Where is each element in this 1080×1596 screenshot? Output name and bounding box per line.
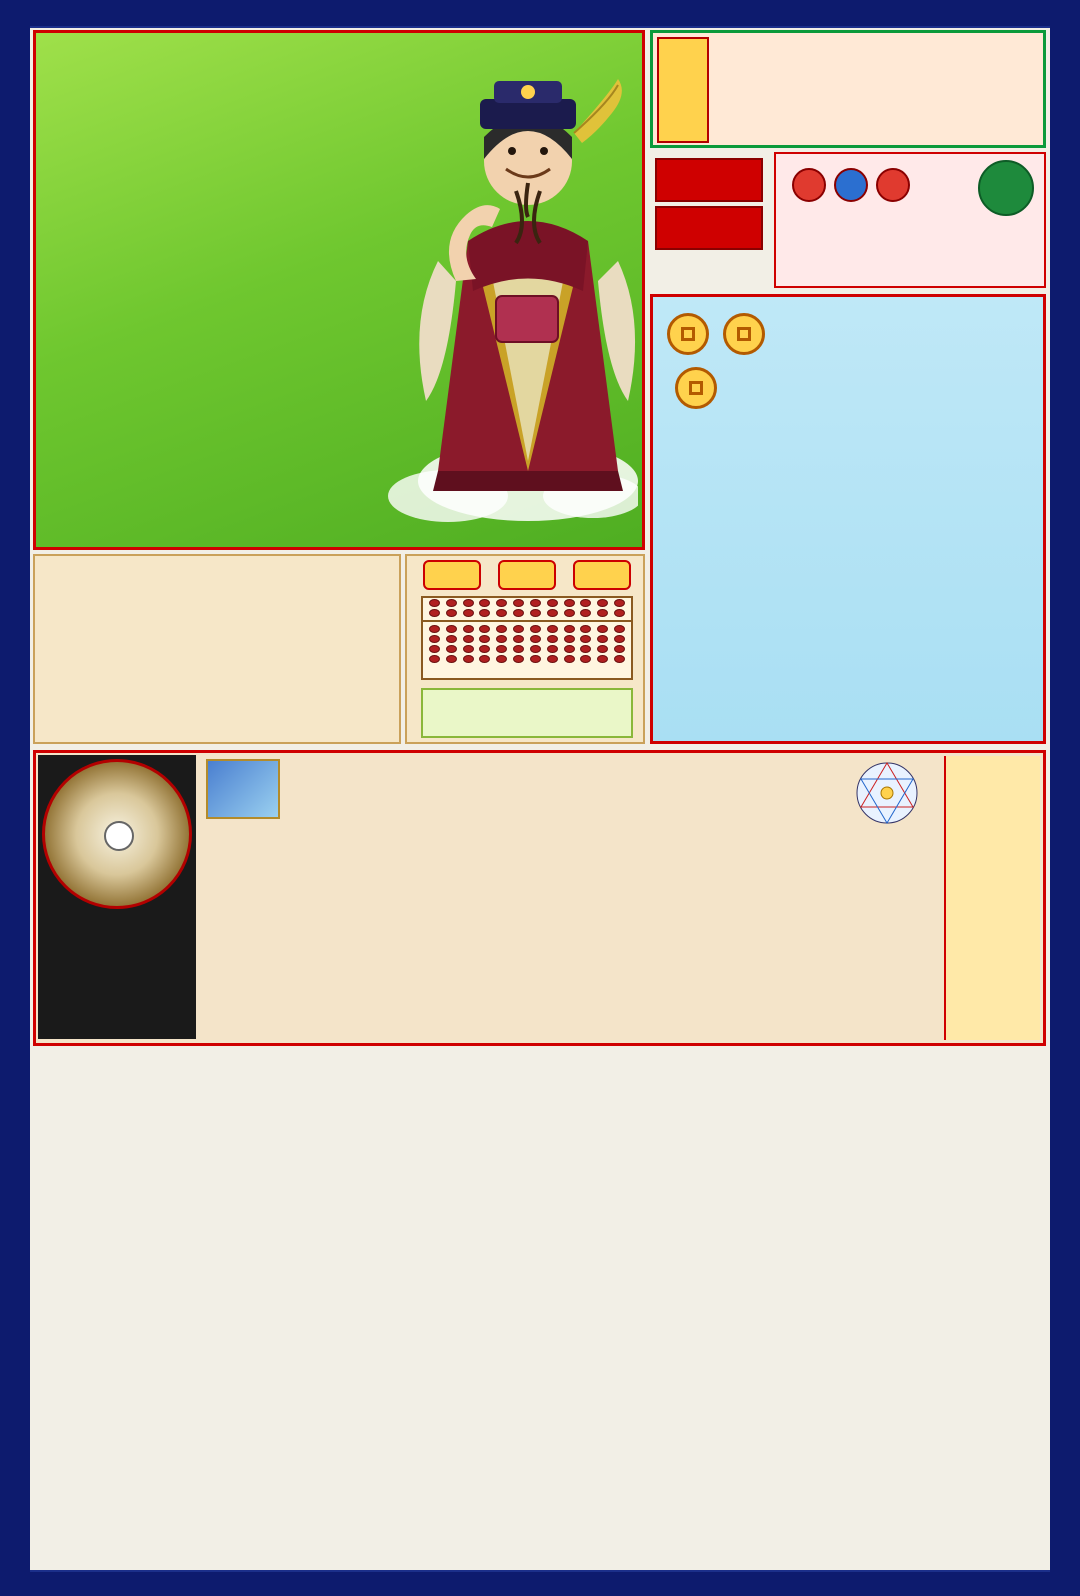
draw-button-even[interactable] bbox=[655, 206, 763, 250]
range-text bbox=[715, 39, 1037, 141]
gold-lottery-box bbox=[33, 554, 401, 744]
abacus-row bbox=[423, 654, 631, 664]
yishu-forum-box bbox=[650, 294, 1046, 744]
zodiac-compat-grid bbox=[33, 1098, 1046, 1538]
draw-label bbox=[650, 152, 768, 154]
abacus-row bbox=[423, 644, 631, 654]
abacus-badges bbox=[415, 560, 639, 590]
current-draw-block bbox=[650, 152, 1046, 288]
special-number-range-box bbox=[650, 30, 1046, 148]
poster-content bbox=[30, 28, 1050, 1570]
draw-ball-1 bbox=[792, 168, 826, 202]
abacus-row bbox=[423, 634, 631, 644]
marquee-left bbox=[0, 26, 30, 1572]
luopan-compass-icon bbox=[42, 759, 192, 909]
abacus-bar bbox=[423, 620, 631, 622]
xuanji-title bbox=[60, 53, 420, 115]
abacus-box bbox=[405, 554, 645, 744]
coin-icon bbox=[723, 313, 765, 355]
draw-button-big[interactable] bbox=[655, 158, 763, 202]
coin-cluster bbox=[667, 313, 787, 403]
article-thumbnail bbox=[206, 759, 280, 819]
abacus-graphic bbox=[421, 596, 633, 680]
taoist-immortal-illustration bbox=[378, 41, 638, 553]
zodiac-icon-strip bbox=[33, 1050, 1046, 1098]
article-title bbox=[288, 759, 868, 799]
gold-title bbox=[49, 566, 389, 612]
coin-icon bbox=[675, 367, 717, 409]
abacus-row bbox=[423, 598, 631, 608]
abacus-row bbox=[423, 608, 631, 618]
abacus-row bbox=[423, 624, 631, 634]
draw-ball-2 bbox=[834, 168, 868, 202]
draw-left bbox=[650, 152, 768, 288]
abacus-badge-1 bbox=[423, 560, 481, 590]
abacus-badge-3 bbox=[573, 560, 631, 590]
saying-box bbox=[421, 688, 633, 738]
marquee-right bbox=[1050, 26, 1080, 1572]
bagua-diagram-icon bbox=[841, 757, 933, 829]
draw-ball-3 bbox=[876, 168, 910, 202]
marquee-top bbox=[0, 0, 1080, 26]
article-side-columns bbox=[944, 756, 1040, 1040]
abacus-badge-2 bbox=[498, 560, 556, 590]
coin-icon bbox=[667, 313, 709, 355]
seal-stamp bbox=[978, 160, 1034, 216]
marquee-bottom bbox=[0, 1572, 1080, 1596]
draw-right bbox=[774, 152, 1046, 288]
article-section bbox=[33, 750, 1046, 1046]
range-tag bbox=[657, 37, 709, 143]
xuanji-panel bbox=[33, 30, 645, 550]
